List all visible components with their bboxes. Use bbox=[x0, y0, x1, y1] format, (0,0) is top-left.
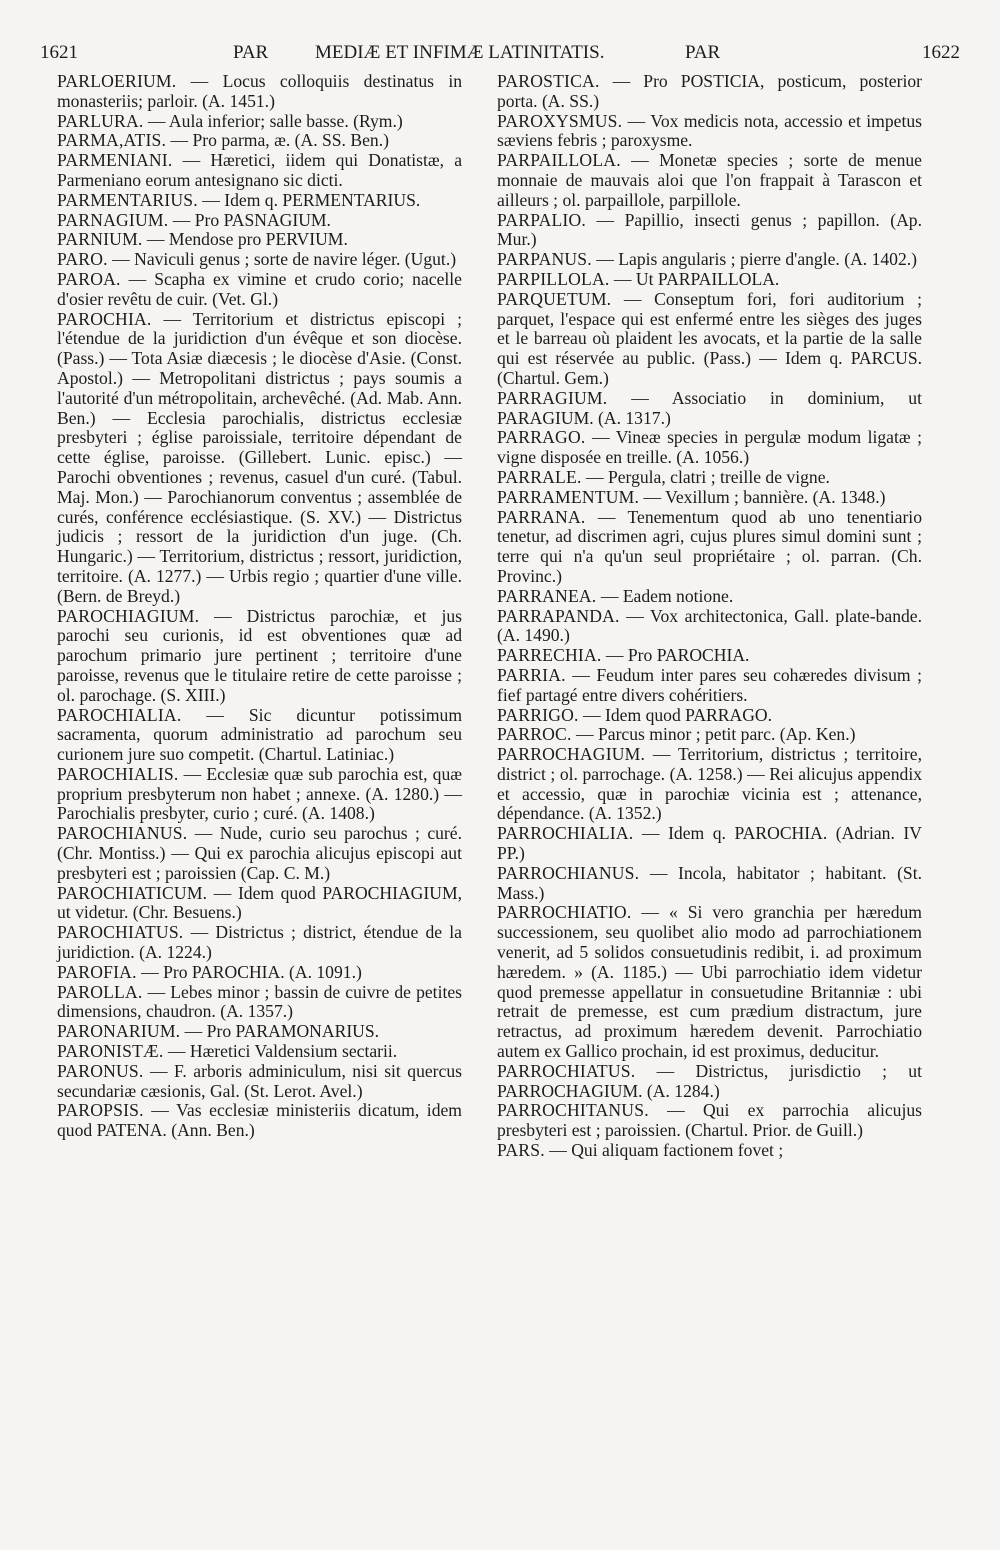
entry-definition: — Pergula, clatri ; treille de vigne. bbox=[581, 466, 830, 487]
dictionary-entry bbox=[497, 646, 922, 666]
entry-definition: — Pro parma, æ. (A. SS. Ben.) bbox=[166, 130, 389, 151]
entry-headword: PAROCHIANUS. bbox=[57, 823, 188, 844]
entry-definition: — Pro POSTICIA, posticum, posterior porta. (A. SS.) bbox=[497, 71, 922, 111]
entry-headword: PARROCHIATIO. bbox=[497, 902, 632, 923]
entry-headword: PARNAGIUM. bbox=[57, 209, 169, 230]
entry-definition: — Pro PAROCHIA. (A. 1091.) bbox=[136, 961, 362, 982]
left-page-number: 1621 bbox=[40, 42, 78, 63]
dictionary-entry bbox=[57, 1062, 462, 1102]
entry-definition: — Aula inferior; salle basse. (Rym.) bbox=[143, 110, 403, 131]
entry-headword: PARQUETUM. bbox=[497, 288, 612, 309]
entry-definition: — Vox medicis nota, accessio et impetus sæviens febris ; paroxysme. bbox=[497, 110, 922, 151]
entry-definition: — Hæretici Valdensium sectarii. bbox=[163, 1041, 398, 1062]
entry-headword: PAROCHIATICUM. bbox=[57, 882, 208, 903]
dictionary-entry bbox=[57, 310, 462, 607]
entry-headword: PAROLLA. bbox=[57, 981, 143, 1002]
entry-definition: — Scapha ex vimine et crudo corio; nacelle d'osier revêtu de cuir. (Vet. Gl.) bbox=[57, 268, 462, 309]
dictionary-entry bbox=[497, 290, 922, 389]
entry-headword: PARS. bbox=[497, 1140, 545, 1161]
dictionary-entry bbox=[497, 389, 922, 429]
entry-headword: PARROCHITANUS. bbox=[497, 1100, 649, 1121]
entry-definition: — Qui ex parrochia alicujus presbyteri est ; paroissien. (Chartul. Prior. de Guill.) bbox=[497, 1100, 922, 1141]
page-header bbox=[40, 42, 960, 72]
entry-definition: — Vas ecclesiæ ministeriis dicatum, idem quod PATENA. (Ann. Ben.) bbox=[57, 1100, 462, 1141]
dictionary-entry bbox=[57, 270, 462, 310]
dictionary-entry bbox=[497, 864, 922, 904]
entry-headword: PAROSTICA. bbox=[497, 71, 600, 91]
dictionary-entry bbox=[497, 112, 922, 152]
entry-headword: PARROC. bbox=[497, 724, 572, 745]
dictionary-entry bbox=[497, 488, 922, 508]
entry-headword: PARLOERIUM. bbox=[57, 71, 177, 91]
entry-headword: PARMA,ATIS. bbox=[57, 130, 167, 151]
entry-definition: — Idem quod PARRAGO. bbox=[578, 704, 773, 725]
dictionary-entry bbox=[57, 72, 462, 112]
entry-headword: PARROCHAGIUM. bbox=[497, 744, 646, 765]
entry-headword: PARONUS. bbox=[57, 1060, 144, 1081]
entry-definition: — Vox architectonica, Gall. plate-bande. (A. 1490.) bbox=[497, 605, 922, 646]
entry-headword: PARLURA. bbox=[57, 110, 144, 131]
entry-headword: PAROCHIALIA. bbox=[57, 704, 182, 725]
entry-definition: — Qui aliquam factionem fovet ; bbox=[544, 1140, 784, 1161]
entry-definition: — Districtus ; district, étendue de la juridiction. (A. 1224.) bbox=[57, 922, 462, 963]
entry-definition: — Districtus, jurisdictio ; ut PARROCHAGIUM. (A. 1284.) bbox=[497, 1060, 922, 1101]
entry-headword: PARNIUM. bbox=[57, 229, 143, 250]
entry-headword: PARRECHIA. bbox=[497, 645, 602, 666]
entry-definition: — Idem q. PAROCHIA. (Adrian. IV PP.) bbox=[497, 823, 922, 864]
entry-headword: PAROCHIALIS. bbox=[57, 763, 179, 784]
entry-headword: PARROCHIATUS. bbox=[497, 1060, 636, 1081]
dictionary-entry bbox=[57, 963, 462, 983]
dictionary-entry bbox=[497, 745, 922, 824]
left-running-head: PAR bbox=[233, 42, 269, 63]
entry-headword: PAROCHIA. bbox=[57, 308, 152, 329]
entry-definition: — Pro PARAMONARIUS. bbox=[180, 1021, 380, 1042]
entry-definition: — Mendose pro PERVIUM. bbox=[142, 229, 348, 250]
dictionary-entry bbox=[497, 587, 922, 607]
entry-headword: PARONARIUM. bbox=[57, 1021, 181, 1042]
entry-definition: — Nude, curio seu parochus ; curé. (Chr. Montiss.) — Qui ex parochia alicujus episcopi aut presbyteri est ; paroissien (Cap. C. M.) bbox=[57, 823, 462, 883]
entry-headword: PAROFIA. bbox=[57, 961, 137, 982]
dictionary-entry bbox=[57, 131, 462, 151]
entry-definition: — Monetæ species ; sorte de menue monnaie de mauvais aloi que l'on frappait à Tarascon et ailleurs ; ol. parpaillole, parpillole. bbox=[497, 150, 922, 210]
dictionary-entry bbox=[57, 151, 462, 191]
entry-headword: PARRAMENTUM. bbox=[497, 486, 640, 507]
dictionary-entry bbox=[497, 706, 922, 726]
entry-headword: PARRANA. bbox=[497, 506, 586, 527]
entry-definition: — Hæretici, iidem qui Donatistæ, a Parmeniano eorum antesignano sic dicti. bbox=[57, 150, 462, 190]
dictionary-entry bbox=[57, 1022, 462, 1042]
entry-definition: — Associatio in dominium, ut PARAGIUM. (A. 1317.) bbox=[497, 387, 922, 428]
dictionary-entry bbox=[497, 725, 922, 745]
entry-definition: — Ut PARPAILLOLA. bbox=[609, 268, 780, 289]
entry-headword: PARRAGIUM. bbox=[497, 387, 608, 408]
entry-headword: PARPILLOLA. bbox=[497, 268, 610, 289]
entry-definition: — Ecclesiæ quæ sub parochia est, quæ proprium presbyterum non habet ; annexe. (A. 1280.) — Parochialis presbyter, curio ; curé. (A. 1408.) bbox=[57, 763, 462, 824]
entry-definition: — Districtus parochiæ, et jus parochi seu curionis, id est obventiones quæ ad parochum primario jure pertinent ; territoire d'une paroisse, revenus que le titulaire retire de cette paroisse ; ol. parochage. (S. XIII.) bbox=[57, 605, 462, 705]
entry-headword: PARO. bbox=[57, 249, 108, 270]
entry-headword: PARMENIANI. bbox=[57, 150, 173, 171]
entry-headword: PAROXYSMUS. bbox=[497, 110, 623, 131]
dictionary-entry bbox=[57, 230, 462, 250]
entry-definition: — Pro PASNAGIUM. bbox=[168, 209, 331, 230]
entry-headword: PAROPSIS. bbox=[57, 1100, 144, 1121]
entry-headword: PARPAILLOLA. bbox=[497, 150, 621, 171]
entry-definition: — Vineæ species in pergulæ modum ligatæ ; vigne disposée en treille. (A. 1056.) bbox=[497, 427, 922, 468]
entry-definition: — Papillio, insecti genus ; papillon. (Ap. Mur.) bbox=[497, 209, 922, 250]
entry-definition: — Idem quod PAROCHIAGIUM, ut videtur. (Chr. Besuens.) bbox=[57, 882, 462, 923]
entry-definition: — Eadem notione. bbox=[596, 585, 734, 606]
entry-definition: — Locus colloquiis destinatus in monasteriis; parloir. (A. 1451.) bbox=[57, 71, 462, 111]
dictionary-entry bbox=[497, 903, 922, 1061]
entry-definition: — « Si vero granchia per hæredum successionem, seu quolibet alio modo ad parrochiationem venerit, ad 5 solidos consuetudinis redibit, i. ad proximum hæredem. » (A. 1185.) — Ubi parrochiatio idem videtur quod premesse appellatur in consuetudine Britanniæ : ubi retrait de premesse, est cum prædium distractum, jure retractus, ad proximum hæredem devenit. Parrochiatio autem ex Gallico prochain, id est proximus, deducitur. bbox=[497, 902, 922, 1062]
entry-headword: PARRIGO. bbox=[497, 704, 579, 725]
entry-headword: PAROCHIAGIUM. bbox=[57, 605, 200, 626]
entry-headword: PARROCHIALIA. bbox=[497, 823, 634, 844]
entry-headword: PARRAPANDA. bbox=[497, 605, 620, 626]
header-title: MEDIÆ ET INFIMÆ LATINITATIS. bbox=[315, 42, 605, 63]
dictionary-entry bbox=[57, 1101, 462, 1141]
dictionary-entry bbox=[497, 428, 922, 468]
dictionary-entry bbox=[497, 151, 922, 210]
entry-headword: PARONISTÆ. bbox=[57, 1041, 164, 1062]
entry-definition: — Parcus minor ; petit parc. (Ap. Ken.) bbox=[571, 724, 856, 745]
entry-headword: PAROCHIATUS. bbox=[57, 922, 184, 943]
dictionary-entry bbox=[57, 607, 462, 706]
left-column bbox=[57, 72, 462, 1141]
entry-definition: — Pro PAROCHIA. bbox=[601, 645, 750, 666]
entry-headword: PARMENTARIUS. bbox=[57, 189, 198, 210]
entry-definition: — Lebes minor ; bassin de cuivre de petites dimensions, chaudron. (A. 1357.) bbox=[57, 981, 462, 1022]
entry-headword: PARRAGO. bbox=[497, 427, 586, 448]
dictionary-entry bbox=[57, 983, 462, 1023]
entry-definition: — Lapis angularis ; pierre d'angle. (A. 1402.) bbox=[591, 249, 918, 270]
dictionary-entry bbox=[57, 191, 462, 211]
entry-headword: PARPALIO. bbox=[497, 209, 586, 230]
dictionary-entry bbox=[57, 250, 462, 270]
right-running-head: PAR bbox=[685, 42, 721, 63]
dictionary-entry bbox=[57, 1042, 462, 1062]
right-column bbox=[497, 72, 922, 1161]
dictionary-entry bbox=[497, 468, 922, 488]
dictionary-entry bbox=[497, 607, 922, 647]
entry-definition: — Territorium et districtus episcopi ; l'étendue de la juridiction d'un évêque et son diocèse. (Pass.) — Tota Asiæ diæcesis ; le diocèse d'Asie. (Const. Apostol.) — Metropolitani districtus ; pays soumis a l'autorité d'un métropolitain, archevêché. (Ad. Mab. Ann. Ben.) — Ecclesia parochialis, districtus ecclesiæ presbyteri ; église paroissiale, territoire dépendant de cette église, paroisse. (Gillebert. Lunic. episc.) — Parochi obventiones ; revenus, casuel d'un curé. (Tabul. Maj. Mon.) — Parochianorum conventus ; assemblée de curés, conférence ecclésiastique. (S. XV.) — Districtus judicis ; ressort de la juridiction d'un juge. (Ch. Hungaric.) — Territorium, districtus ; ressort, juridiction, territoire. (A. 1277.) — Urbis regio ; quartier d'une ville. (Bern. de Breyd.) bbox=[57, 308, 462, 606]
entry-definition: — Incola, habitator ; habitant. (St. Mass.) bbox=[497, 862, 922, 903]
entry-definition: — Tenementum quod ab uno tenentiario tenetur, ad discrimen agri, cujus plures simul domini sunt ; terre qui n'a qu'un seul propriétaire ; ol. parran. (Ch. Provinc.) bbox=[497, 506, 922, 586]
dictionary-entry bbox=[57, 112, 462, 132]
dictionary-entry bbox=[497, 1141, 922, 1161]
entry-definition: — Conseptum fori, fori auditorium ; parquet, l'espace qui est enfermé entre les sièges des juges et le barreau où plaident les avocats, et la partie de la salle qui est réservée au public. (Pass.) — Idem q. PARCUS. (Chartul. Gem.) bbox=[497, 288, 922, 388]
dictionary-entry bbox=[57, 884, 462, 924]
dictionary-entry bbox=[497, 508, 922, 587]
dictionary-entry bbox=[497, 666, 922, 706]
dictionary-entry bbox=[497, 250, 922, 270]
dictionary-entry bbox=[57, 923, 462, 963]
entry-headword: PAROA. bbox=[57, 268, 121, 289]
dictionary-entry bbox=[497, 270, 922, 290]
entry-headword: PARRALE. bbox=[497, 466, 582, 487]
entry-definition: — Vexillum ; bannière. (A. 1348.) bbox=[639, 486, 886, 507]
dictionary-entry bbox=[57, 765, 462, 824]
entry-headword: PARROCHIANUS. bbox=[497, 862, 640, 883]
dictionary-entry bbox=[497, 824, 922, 864]
entry-definition: — Naviculi genus ; sorte de navire léger. (Ugut.) bbox=[107, 249, 457, 270]
dictionary-entry bbox=[497, 1062, 922, 1102]
entry-definition: — Territorium, districtus ; territoire, district ; ol. parrochage. (A. 1258.) — Rei alicujus appendix et accessio, quæ in parochiæ vicinia est ; attenance, dépendance. (A. 1352.) bbox=[497, 744, 922, 824]
entry-headword: PARPANUS. bbox=[497, 249, 592, 270]
entry-definition: — Idem q. PERMENTARIUS. bbox=[197, 189, 421, 210]
dictionary-entry bbox=[57, 824, 462, 883]
right-page-number: 1622 bbox=[922, 42, 960, 63]
dictionary-entry bbox=[57, 211, 462, 231]
entry-definition: — Sic dicuntur potissimum sacramenta, quorum administratio ad parochum seu curionem jure suo competit. (Chartul. Latiniac.) bbox=[57, 704, 462, 765]
dictionary-entry bbox=[497, 211, 922, 251]
dictionary-entry bbox=[497, 72, 922, 112]
entry-definition: — F. arboris adminiculum, nisi sit quercus secundariæ cæsionis, Gal. (St. Lerot. Avel.) bbox=[57, 1060, 462, 1101]
entry-headword: PARRANEA. bbox=[497, 585, 597, 606]
dictionary-entry bbox=[57, 706, 462, 765]
entry-definition: — Feudum inter pares seu cohæredes divisum ; fief partagé entre divers cohéritiers. bbox=[497, 664, 922, 705]
entry-headword: PARRIA. bbox=[497, 664, 566, 685]
dictionary-entry bbox=[497, 1101, 922, 1141]
